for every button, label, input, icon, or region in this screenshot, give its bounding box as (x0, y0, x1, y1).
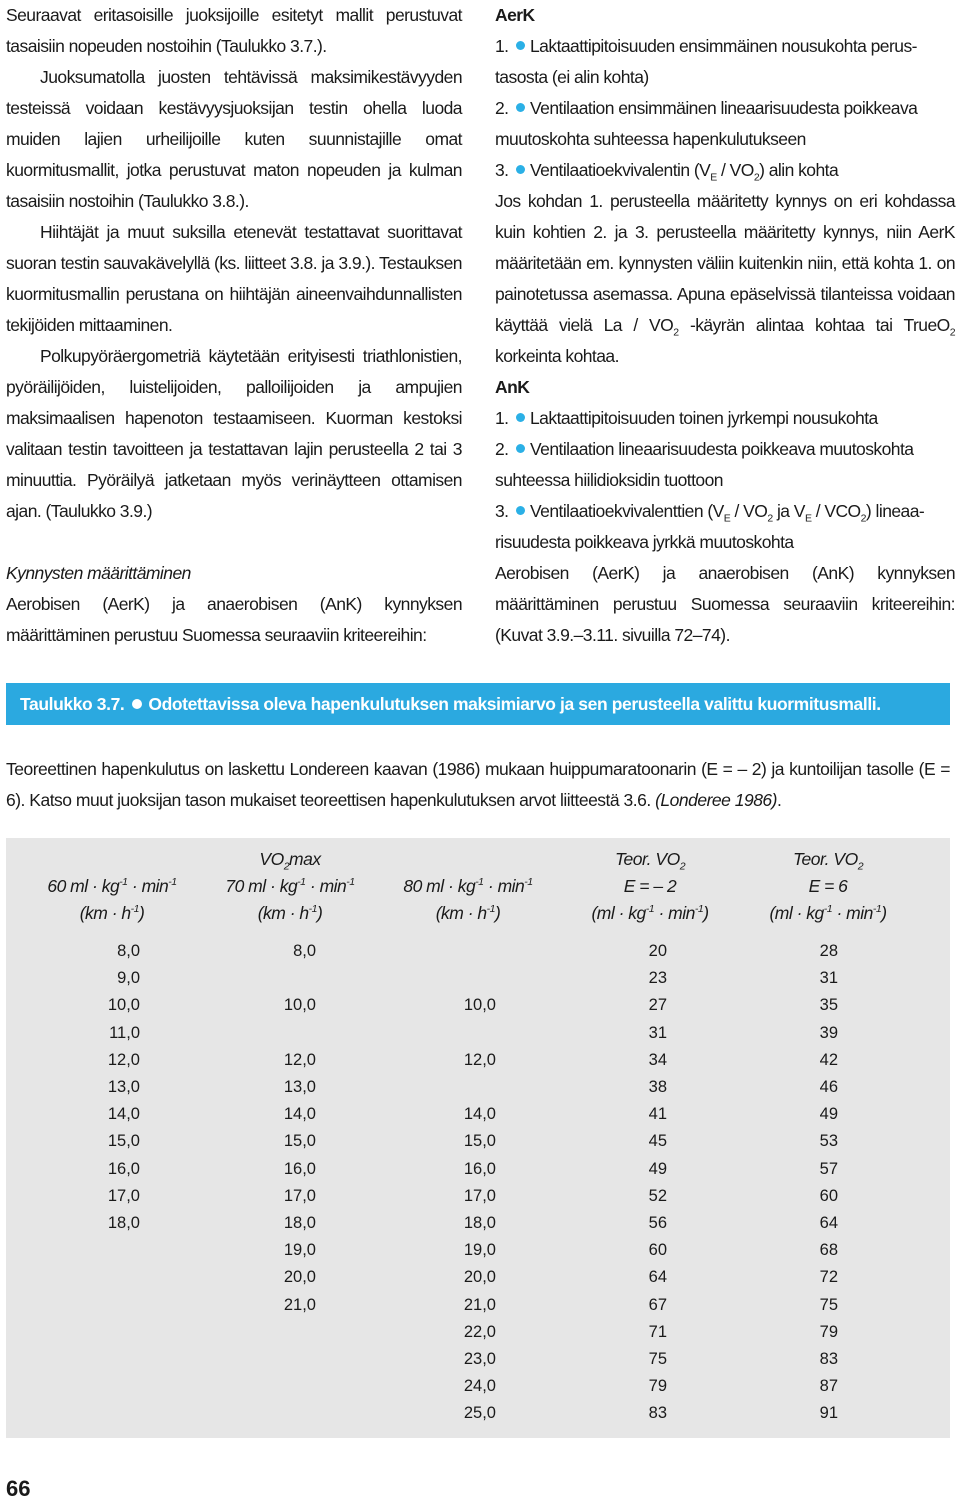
table-cell: 75 (648, 1350, 667, 1368)
list-item (495, 93, 955, 124)
table-cell: 8,0 (293, 942, 316, 960)
bullet-icon (516, 403, 530, 434)
citation: (Londeree 1986) (655, 790, 777, 810)
table-cell: 20 (648, 942, 667, 960)
table-cell: 23,0 (463, 1350, 496, 1368)
table-cell: 67 (648, 1295, 667, 1314)
left-column (6, 0, 462, 651)
table-cell: 52 (648, 1186, 667, 1205)
list-text-continued: risuudesta poikkeava jyrkkä muutoskohta (495, 532, 794, 552)
table-cell: 21,0 (463, 1295, 496, 1314)
column-header: 60 ml · $kg^{-1} \cdot \min^{-1}$ $(km \cdot h^{-1})$ (47, 876, 177, 923)
table-cell: 18,0 (283, 1214, 316, 1232)
table-cell: 17,0 (463, 1186, 496, 1205)
table-cell: 14,0 (463, 1105, 496, 1124)
table-cell: 10,0 (107, 996, 140, 1015)
list-item (495, 496, 955, 527)
table-cell: 10,0 (283, 996, 316, 1015)
table-cell: 25,0 (463, 1404, 496, 1423)
table-cell: 20,0 (283, 1268, 316, 1287)
section-heading: Kynnysten määrittäminen (6, 563, 191, 583)
table-cell: 71 (648, 1322, 667, 1341)
table-cell: 83 (648, 1404, 667, 1423)
table-cell: 13,0 (107, 1078, 140, 1096)
list-text: Ventilaatioekvivalentin $(V_E / VO_2)$ alin kohta (530, 160, 839, 184)
table-cell: 16,0 (463, 1159, 496, 1178)
table-cell: 31 (819, 969, 838, 988)
table-cell: 53 (819, 1132, 838, 1151)
column-header: Teor. $VO_2$ E = 6 $(ml \cdot kg^{-1} \cdot \min^{-1})$ (769, 849, 887, 923)
table-cell: 23 (648, 969, 667, 988)
bullet-icon (516, 434, 530, 465)
table-cell: 34 (648, 1050, 667, 1069)
table-note: Teoreettinen hapenkulutus on laskettu Londereen kaavan (1986) mukaan huippumaratoonarin (E = – 2) ja kuntoilijan tasolle (E = 6). Katso muut juoksijan tason mukaiset teoreettisen hapenkulutuksen arvot liitteestä 3.6. (Londeree 1986). (6, 759, 950, 810)
list-text-continued: muutoskohta suhteessa hapenkulutukseen (495, 129, 806, 149)
paragraph: Aerobisen (AerK) ja anaerobisen (AnK) kynnyksen määrittäminen perustuu Suomessa seuraaviin kriteereihin: (Kuvat 3.9.–3.11. sivuilla 72–74). (495, 563, 955, 645)
table-cell: 56 (648, 1214, 667, 1232)
table-cell: 19,0 (463, 1241, 496, 1260)
table-cell: 41 (648, 1105, 667, 1124)
column-header: Teor. $VO_2$ E = – 2 $(ml \cdot kg^{-1} \cdot \min^{-1})$ (591, 849, 709, 923)
list-number: 3. (495, 501, 509, 521)
table-cell: 39 (819, 1023, 838, 1042)
bullet-icon (516, 93, 530, 124)
list-item (495, 403, 955, 434)
list-text: Ventilaatioekvivalenttien ($V_E / VO_2$ ja $V_E / VCO_2$) lineaa- (530, 501, 925, 525)
table-caption: Odotettavissa oleva hapenkulutuksen maksimiarvo ja sen perusteella valittu kuormitusmalli. (148, 693, 881, 714)
ank-heading: AnK (495, 377, 530, 397)
table-cell: 12,0 (107, 1050, 140, 1069)
right-column (495, 0, 955, 651)
list-text: Laktaattipitoisuuden toinen jyrkempi nousukohta (530, 408, 878, 428)
paragraph: Polkupyöräergometriä käytetään erityisesti triathlonistien, pyöräilijöiden, luistelijoiden, palloilijoiden ja ampujien maksimaalisen hapenoton testaamiseen. Kuorman kestoksi valitaan testin tavoitteen ja testattavan lajin perusteella 2 tai 3 minuuttia. Pyöräilyä jatketaan myös verinäytteen ottamisen ajan. (Taulukko 3.9.) (6, 346, 462, 521)
table-cell: 15,0 (107, 1132, 140, 1151)
paragraph: Juoksumatolla juosten tehtävissä maksimikestävyyden testeissä voidaan kestävyysjuoksijan testin ohella luoda muiden lajien urheilijoille kuten suunnistajille omat kuormitusmallit, jotka perustuvat maton nopeuden ja kulman tasaisiin nostoihin (Taulukko 3.8.). (6, 67, 462, 211)
table-cell: 9,0 (117, 969, 140, 988)
list-text-continued: tasosta (ei alin kohta) (495, 67, 649, 87)
table-cell: 31 (648, 1023, 667, 1042)
table-cell: 68 (819, 1241, 838, 1260)
bullet-icon (132, 699, 142, 709)
list-text: Laktaattipitoisuuden ensimmäinen nousukohta perus- (530, 36, 917, 56)
list-item (495, 31, 955, 62)
table-cell: 11,0 (109, 1023, 140, 1042)
table-cell: 17,0 (283, 1186, 316, 1205)
table-cell: 8,0 (117, 942, 140, 960)
table-cell: 75 (819, 1295, 838, 1314)
list-number: 2. (495, 439, 509, 459)
table-cell: 12,0 (463, 1050, 496, 1069)
data-table (6, 838, 950, 1438)
table-cell: 87 (819, 1377, 838, 1396)
list-number: 1. (495, 36, 509, 56)
table-cell: 10,0 (463, 996, 496, 1015)
paragraph: Aerobisen (AerK) ja anaerobisen (AnK) kynnyksen määrittäminen perustuu Suomessa seuraaviin kriteereihin: (6, 594, 462, 645)
table-cell: 83 (819, 1350, 838, 1368)
list-text: Ventilaation ensimmäinen lineaarisuudesta poikkeava (530, 98, 918, 118)
bullet-icon (516, 155, 530, 186)
table-cell: 21,0 (283, 1295, 316, 1314)
table-cell: 60 (648, 1241, 667, 1260)
table-cell: 13,0 (283, 1078, 316, 1096)
table-cell: 14,0 (283, 1105, 316, 1124)
table-cell: 91 (819, 1404, 838, 1423)
page-number: 66 (6, 1476, 31, 1501)
table-cell: 79 (648, 1377, 667, 1396)
table-cell: 15,0 (463, 1132, 496, 1151)
table-cell: 45 (648, 1132, 667, 1151)
list-number: 2. (495, 98, 509, 118)
table-cell: 57 (819, 1159, 838, 1178)
table-cell: 18,0 (463, 1214, 496, 1232)
table-cell: 46 (819, 1078, 838, 1096)
table-cell: 79 (819, 1322, 838, 1341)
table-cell: 35 (819, 996, 838, 1015)
table-label: Taulukko 3.7. (20, 693, 125, 714)
table-cell: 16,0 (283, 1159, 316, 1178)
table-cell: 12,0 (283, 1050, 316, 1069)
table-cell: 14,0 (107, 1105, 140, 1124)
table-cell: 42 (819, 1050, 838, 1069)
table-cell: 15,0 (283, 1132, 316, 1151)
table-cell: 49 (819, 1105, 838, 1124)
aerk-heading: AerK (495, 5, 535, 25)
paragraph: Jos kohdan 1. perusteella määritetty kynnys on eri kohdassa kuin kohtien 2. ja 3. perusteella määritetty kynnys, niin AerK määritetään em. kynnysten väliin kuitenkin niin, että kohta 1. on painotetussa asemassa. Apuna epäselvissä tilanteissa voidaan käyttää vielä La / $VO_2$ -käyrän alintaa kohtaa tai TrueO$_2$ korkeinta kohtaa. (495, 191, 955, 366)
table-cell: 27 (648, 996, 667, 1015)
paragraph: Seuraavat eritasoisille juoksijoille esitetyt mallit perustuvat tasaisiin nopeuden nostoihin (Taulukko 3.7.). (6, 5, 462, 56)
table-cell: 22,0 (463, 1322, 496, 1341)
table-cell: 64 (648, 1268, 667, 1287)
list-number: 3. (495, 160, 509, 180)
table-cell: 60 (819, 1186, 838, 1205)
list-item (495, 155, 955, 186)
table-cell: 49 (648, 1159, 667, 1178)
bullet-icon (516, 31, 530, 62)
table-title-bar (6, 683, 950, 725)
list-text: Ventilaation lineaarisuudesta poikkeava muutoskohta (530, 439, 914, 459)
table-cell: 24,0 (463, 1377, 496, 1396)
list-item (495, 434, 955, 465)
table-cell: 18,0 (107, 1214, 140, 1232)
paragraph: Hiihtäjät ja muut suksilla etenevät testattavat suorittavat suoran testin sauvakävelyllä (ks. liitteet 3.8. ja 3.9.). Testauksen kuormitusmallin perustana on hiihtäjän aineenvaihdunnallisten tekijöiden mittaaminen. (6, 222, 462, 335)
column-header: 80 ml · $kg^{-1} \cdot \min^{-1}$ $(km \cdot h^{-1})$ (403, 876, 533, 923)
bullet-icon (516, 496, 530, 527)
table-cell: 72 (819, 1268, 838, 1287)
table-cell: 20,0 (463, 1268, 496, 1287)
table-cell: 38 (648, 1078, 667, 1096)
table-cell: 16,0 (107, 1159, 140, 1178)
table-cell: 17,0 (107, 1186, 140, 1205)
list-text-continued: suhteessa hiilidioksidin tuottoon (495, 470, 723, 490)
table-cell: 19,0 (283, 1241, 316, 1260)
table-cell: 64 (819, 1214, 838, 1232)
table-cell: 28 (819, 942, 838, 960)
list-number: 1. (495, 408, 509, 428)
column-header: $VO_2\max$ 70 ml · $kg^{-1} \cdot \min^{-1}$ $(km \cdot h^{-1})$ (225, 849, 355, 923)
